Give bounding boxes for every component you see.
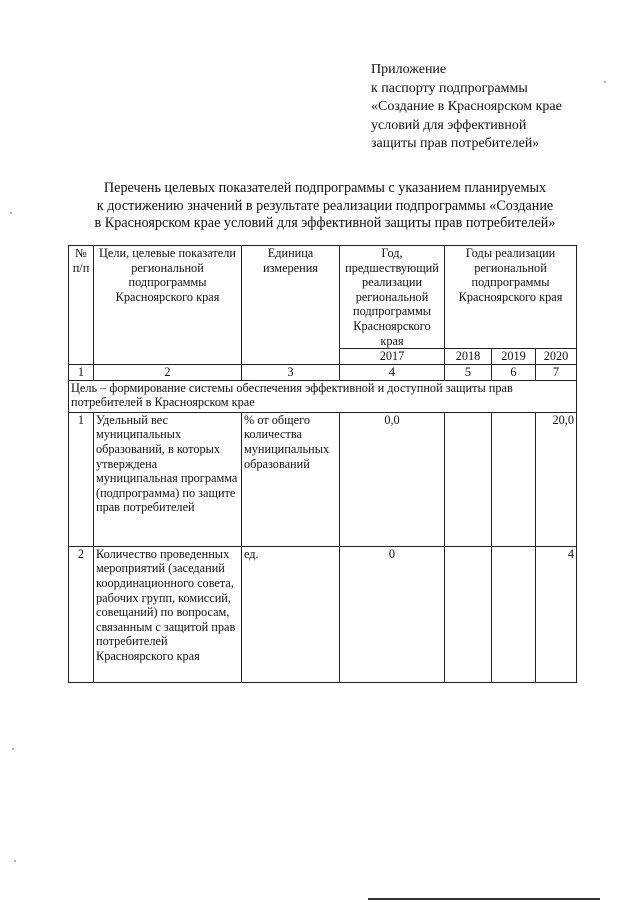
- appendix-line: защиты прав потребителей»: [371, 136, 540, 151]
- col-number: 1: [69, 365, 94, 381]
- appendix-line: «Создание в Красноярском крае: [371, 99, 562, 114]
- row-value-2019: [492, 546, 536, 682]
- heading-line: в Красноярском крае условий для эффективной защиты прав потребителей»: [94, 215, 556, 231]
- goal-row: [69, 380, 577, 412]
- header-year-2017: 2017: [340, 349, 445, 365]
- row-value-2019: [492, 412, 536, 546]
- col-number: 3: [242, 365, 340, 381]
- scan-speck: [12, 748, 14, 750]
- goal-text: Цель – формирование системы обеспечения эффективной и доступной защиты прав потребителей в Красноярском крае: [69, 380, 577, 412]
- row-indicator: Удельный вес муниципальных образований, в которых утверждена муниципальная программа (подпрограмма) по защите прав потребителей: [94, 412, 242, 546]
- scan-speck: [604, 81, 606, 83]
- row-value-2017: 0: [340, 546, 445, 682]
- appendix-line: Приложение: [371, 62, 447, 77]
- header-year-2019: 2019: [492, 349, 536, 365]
- row-value-2018: [445, 546, 492, 682]
- indicators-table: [68, 245, 577, 683]
- col-number: 2: [94, 365, 242, 381]
- heading-line: к достижению значений в результате реализации подпрограммы «Создание: [96, 197, 554, 214]
- row-value-2017: 0,0: [340, 412, 445, 546]
- col-number: 6: [492, 365, 536, 381]
- heading-line: Перечень целевых показателей подпрограммы с указанием планируемых: [103, 180, 547, 196]
- row-num: 2: [69, 546, 94, 682]
- header-unit: Единица измерения: [242, 246, 340, 365]
- scan-speck: [10, 212, 12, 214]
- row-value-2020: 4: [536, 546, 577, 682]
- scan-speck: [14, 860, 16, 862]
- table-row: [69, 546, 577, 682]
- bottom-rule: [368, 898, 600, 900]
- header-prev-year: Год, предшествующий реализации региональной подпрограммы Красноярского края: [340, 246, 445, 349]
- document-heading: [60, 180, 590, 233]
- row-unit: ед.: [242, 546, 340, 682]
- appendix-block: [371, 61, 621, 154]
- row-value-2020: 20,0: [536, 412, 577, 546]
- appendix-line: условий для эффективной: [371, 117, 527, 133]
- row-unit: % от общего количества муниципальных образований: [242, 412, 340, 546]
- header-year-2020: 2020: [536, 349, 577, 365]
- row-value-2018: [445, 412, 492, 546]
- col-number: 4: [340, 365, 445, 381]
- header-year-2018: 2018: [445, 349, 492, 365]
- col-number: 5: [445, 365, 492, 381]
- table-header-row: [69, 246, 577, 349]
- appendix-line: к паспорту подпрограммы: [371, 80, 528, 96]
- header-goals: Цели, целевые показатели региональной подпрограммы Красноярского края: [94, 246, 242, 365]
- row-num: 1: [69, 412, 94, 546]
- table-row: [69, 412, 577, 546]
- column-numbers-row: [69, 365, 577, 381]
- header-num: № п/п: [69, 246, 94, 365]
- header-impl-years: Годы реализации региональной подпрограммы Красноярского края: [445, 246, 577, 349]
- col-number: 7: [536, 365, 577, 381]
- row-indicator: Количество проведенных мероприятий (заседаний координационного совета, рабочих групп, комиссий, совещаний) по вопросам, связанным с защитой прав потребителей Красноярского края: [94, 546, 242, 682]
